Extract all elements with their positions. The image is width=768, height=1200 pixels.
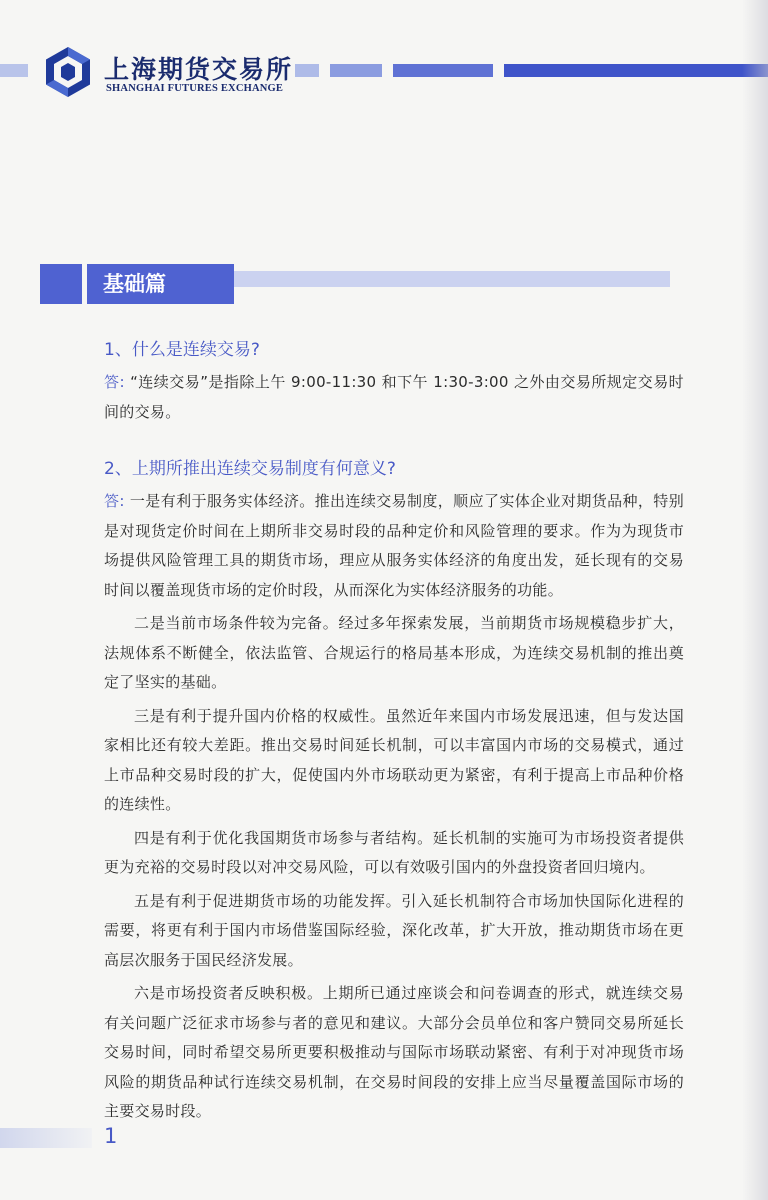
header-strip (504, 64, 768, 77)
header-strip (0, 64, 28, 77)
paragraph-text: 一是有利于服务实体经济。推出连续交易制度，顺应了实体企业对期货品种，特别是对现货定价时间在上期所非交易时段的品种定价和风险管理的要求。作为为现货市场提供风险管理工具的期货市场，理应从服务实体经济的角度出发，延长现有的交易时间以覆盖现货市场的定价时段，从而深化为实体经济服务的功能。 (104, 492, 684, 599)
page-header (0, 0, 768, 110)
answer-text: “连续交易”是指除上午 9:00-11:30 和下午 1:30-3:00 之外由交易所规定交易时间的交易。 (104, 373, 684, 421)
logo-english-name: SHANGHAI FUTURES EXCHANGE (106, 83, 284, 94)
main-content (104, 338, 684, 1127)
answer-label: 答: (104, 373, 125, 391)
section-bar (205, 271, 670, 287)
question-2: 2、上期所推出连续交易制度有何意义? (104, 459, 396, 479)
answer-2-paragraph: 四是有利于优化我国期货市场参与者结构。延长机制的实施可为市场投资者提供更为充裕的交易时段以对冲交易风险，可以有效吸引国内的外盘投资者回归境内。 (104, 828, 684, 876)
section-heading (40, 264, 670, 304)
section-title: 基础篇 (87, 264, 234, 304)
answer-label: 答: (104, 492, 125, 510)
answer-2-paragraph: 三是有利于提升国内价格的权威性。虽然近年来国内市场发展迅速，但与发达国家相比还有较大差距。推出交易时间延长机制，可以丰富国内市场的交易模式，通过上市品种交易时段的扩大，促使国内外市场联动更为紧密，有利于提高上市品种价格的连续性。 (104, 706, 684, 813)
shfe-logo-icon (40, 44, 96, 100)
footer-bar (0, 1128, 92, 1148)
section-marker (40, 264, 82, 304)
question-1: 1、什么是连续交易? (104, 340, 260, 360)
answer-2-paragraph: 六是市场投资者反映积极。上期所已通过座谈会和问卷调查的形式，就连续交易有关问题广泛征求市场参与者的意见和建议。大部分会员单位和客户赞同交易所延长交易时间，同时希望交易所更要积极推动与国际市场联动紧密、有利于对冲现货市场风险的期货品种试行连续交易机制，在交易时间段的安排上应当尽量覆盖国际市场的主要交易时段。 (104, 984, 684, 1120)
header-strip (295, 64, 319, 77)
answer-2-paragraph: 五是有利于促进期货市场的功能发挥。引入延长机制符合市场加快国际化进程的需要，将更有利于国内市场借鉴国际经验，深化改革，扩大开放，推动期货市场在更高层次服务于国民经济发展。 (104, 891, 684, 969)
header-strip (330, 64, 382, 77)
page-edge-shadow (742, 0, 768, 1200)
answer-2-paragraph: 二是当前市场条件较为完备。经过多年探索发展，当前期货市场规模稳步扩大，法规体系不断健全，依法监管、合规运行的格局基本形成，为连续交易机制的推出奠定了坚实的基础。 (104, 614, 684, 691)
header-strip (393, 64, 493, 77)
page-number: 1 (104, 1124, 118, 1148)
answer-2-paragraph (104, 487, 684, 605)
logo-chinese-name: 上海期货交易所 (104, 55, 294, 84)
answer-1 (104, 368, 684, 427)
